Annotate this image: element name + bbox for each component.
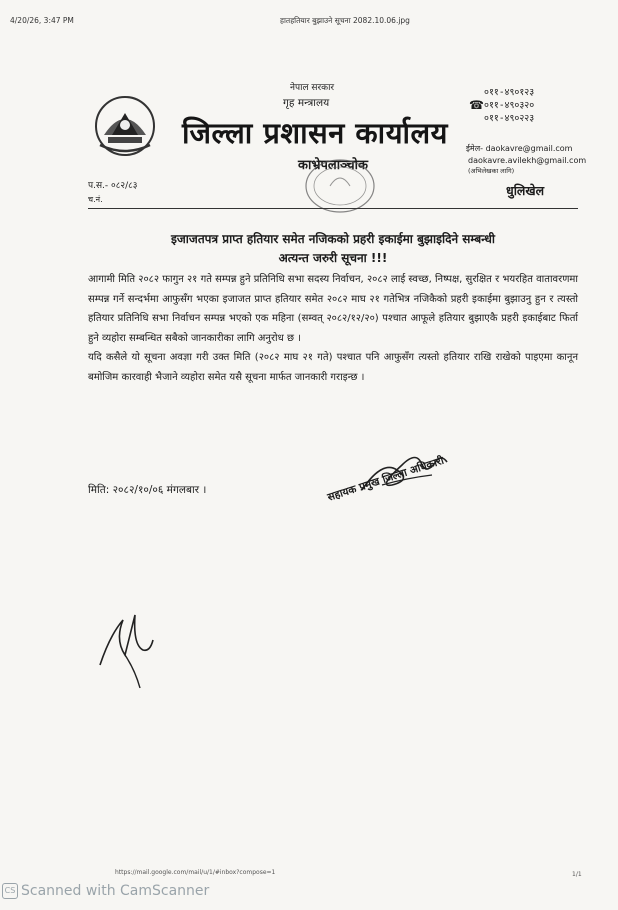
notice-body [88,270,578,387]
notice-subject [88,230,578,268]
phone-icon: ☎ [469,98,484,112]
phone-number: ०११-४९०१२३ [484,87,535,98]
camscanner-logo-icon: CS [2,883,18,899]
email-block [466,143,586,178]
print-page: 1/1 [572,871,582,878]
email-label: ईमेल- [466,144,484,153]
email-primary: daokavre@gmail.com [485,144,573,153]
camscanner-watermark [2,883,209,899]
header-divider [88,208,578,209]
ministry-label: गृह मन्त्रालय [283,97,330,109]
email-note: (अभिलेखका लागि) [468,167,515,175]
office-title: जिल्ला प्रशासन कार्यालय [182,116,449,150]
signatory-designation: सहायक प्रमुख जिल्ला अधिकारी [326,454,446,504]
print-url: https://mail.google.com/mail/u/1/#inbox?compose=1 [115,869,276,876]
body-paragraph: यदि कसैले यो सूचना अवज्ञा गरी उक्त मिति (२०८२ माघ २१ गते) पश्चात पनि आफुसँग त्यस्तो हतियार राखि राखेको पाइएमा कानून बमोजिम कारवाही भैजाने व्यहोरा समेत यसै सूचना मार्फत जानकारी गराइन्छ । [88,352,578,383]
print-filename: हातहतियार बुझाउने सूचना 2082.10.06.jpg [280,16,410,25]
office-location: काभ्रेपलाञ्चोक [298,158,368,173]
reference-number: प.स.- ०८२/८३ [88,181,138,191]
dispatch-number: च.नं. [88,195,103,204]
camscanner-text: Scanned with CamScanner [21,883,210,899]
handwritten-initial-icon [95,600,155,690]
office-stamp-icon [300,156,380,216]
body-paragraph: आगामी मिति २०८२ फागुन २१ गते सम्पन्न हुने प्रतिनिधि सभा सदस्य निर्वाचन, २०८२ लाई स्वच्छ, निष्पक्ष, सुरक्षित र भयरहित वातावरणमा सम्पन्न गर्ने सन्दर्भमा आफुसँग भएका इजाजत प्राप्त हतियार समेत २०८२ माघ २१ गतेभित्र नजिकैको प्रहरी इकाईमा बुझाउनु हुन र त्यस्तो हतियार प्रतिनिधि सभा निर्वाचन सम्पन्न भएको एक महिना (सम्वत् २०८२/१२/२०) पश्चात आफूले हतियार बुझाएकै प्रहरी इकाईबाट फिर्ता हुने व्यहोरा सम्बन्धित सबैको जानकारीका लागि अनुरोध छ । [88,274,578,344]
office-city: धुलिखेल [506,183,545,198]
subject-line-1: इजाजतपत्र प्राप्त हतियार समेत नजिकको प्रहरी इकाईमा बुझाइदिने सम्बन्धी [171,232,495,246]
email-secondary: daokavre.avilekh@gmail.com [468,155,587,165]
phone-number: ०११-४९०३२० [484,100,535,111]
subject-line-2: अत्यन्त जरुरी सूचना !!! [278,251,388,265]
nepal-emblem-icon [94,95,156,157]
print-timestamp: 4/20/26, 3:47 PM [10,16,74,25]
government-label: नेपाल सरकार [290,83,335,93]
notice-date: मिति: २०८२/१०/०६ मंगलबार । [88,484,207,496]
phone-number: ०११-४९०२२३ [484,113,535,124]
phone-list [484,86,534,125]
